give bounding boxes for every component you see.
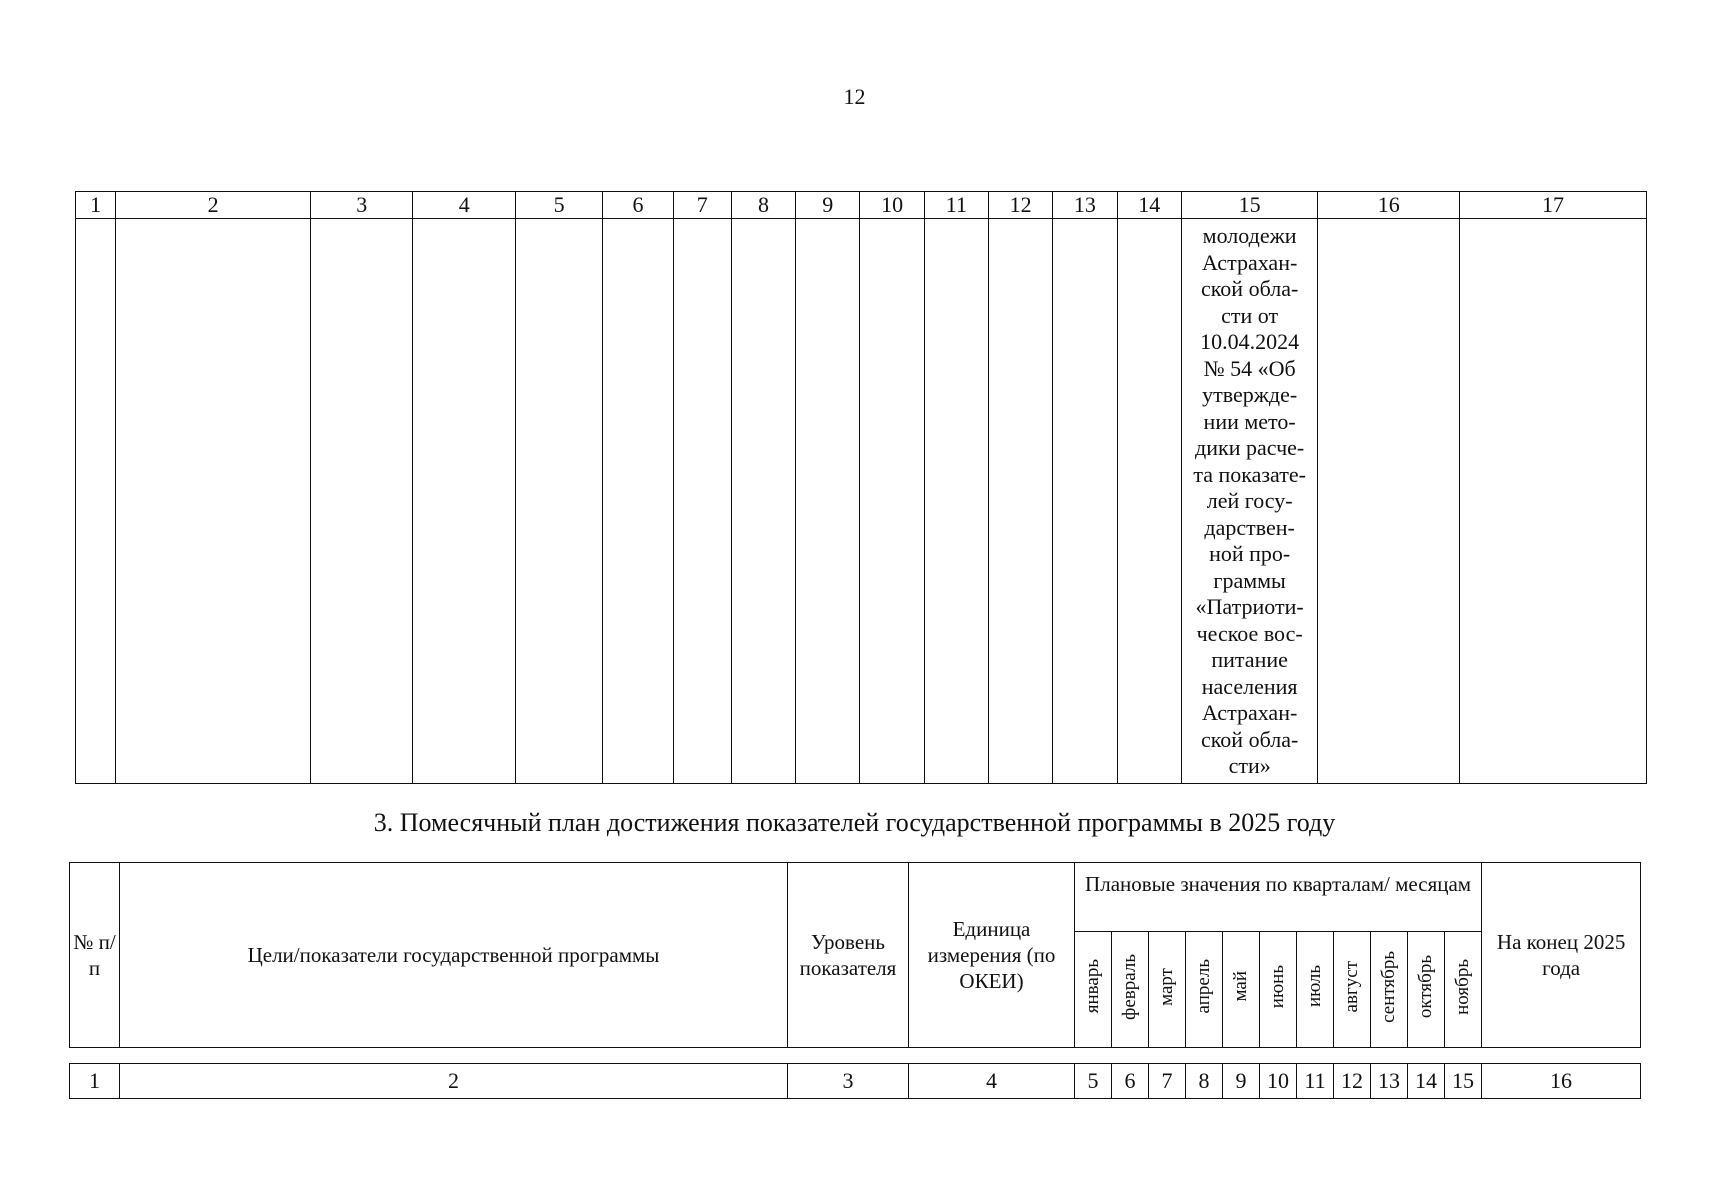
month-cell (1112, 932, 1149, 1048)
table-cell (989, 219, 1053, 784)
month-label: сентябрь (1378, 950, 1399, 1023)
month-cell (1334, 932, 1371, 1048)
col15-line: ской обла- (1200, 726, 1299, 752)
month-label: ноябрь (1452, 958, 1474, 1015)
plan-table-header (69, 862, 1641, 1048)
month-cell (1297, 932, 1334, 1048)
column-number: 8 (1186, 1064, 1223, 1099)
month-cell (1149, 932, 1186, 1048)
column-number: 11 (924, 192, 988, 219)
page-number: 12 (843, 84, 866, 109)
table-cell (311, 219, 413, 784)
col15-line: Астрахан- (1201, 700, 1298, 725)
column-number: 15 (1445, 1064, 1482, 1099)
col15-line: Астрахан- (1201, 249, 1298, 275)
column-number: 14 (1408, 1064, 1445, 1099)
section-heading: 3. Помесячный план достижения показателей государственной программы в 2025 году (373, 808, 1336, 837)
header-end-of-year: На конец 2025 года (1482, 863, 1641, 1048)
column-number: 16 (1318, 192, 1460, 219)
month-label: январь (1082, 959, 1103, 1014)
column-number: 3 (311, 192, 413, 219)
col15-line: дики расче- (1195, 435, 1305, 460)
column-number: 12 (1334, 1064, 1371, 1099)
col15-cell (1181, 219, 1318, 784)
col15-line: ной про- (1209, 541, 1291, 566)
column-number: 13 (1053, 192, 1117, 219)
col15-line: сти» (1228, 753, 1271, 778)
header-planned-values: Плановые значения по кварталам/ месяцам (1075, 863, 1482, 932)
table-cell (731, 219, 795, 784)
month-cell (1260, 932, 1297, 1048)
continued-table (75, 191, 1647, 784)
header-num: № п/п (70, 863, 120, 1048)
table-cell (515, 219, 602, 784)
month-cell (1408, 932, 1445, 1048)
column-number: 15 (1181, 192, 1318, 219)
table-cell (1318, 219, 1460, 784)
month-label: июнь (1267, 964, 1288, 1009)
col15-line: нии мето- (1203, 408, 1296, 434)
col15-line: та показате- (1193, 461, 1306, 487)
column-number: 4 (909, 1064, 1075, 1099)
column-number: 8 (731, 192, 795, 219)
month-label: май (1230, 971, 1251, 1002)
col15-line: утвержде- (1202, 382, 1298, 407)
column-number-row (76, 192, 1647, 219)
month-label: февраль (1119, 953, 1140, 1020)
column-number: 9 (1223, 1064, 1260, 1099)
column-number: 1 (70, 1064, 120, 1099)
column-number-row (70, 1064, 1641, 1099)
header-unit: Единица измерения (по ОКЕИ) (909, 863, 1075, 1048)
column-number: 1 (76, 192, 116, 219)
col15-line: 10.04.2024 (1200, 329, 1300, 354)
col15-line: граммы (1213, 567, 1286, 593)
table-cell (1053, 219, 1117, 784)
table-row (76, 219, 1647, 784)
column-number: 5 (515, 192, 602, 219)
column-number: 6 (603, 192, 673, 219)
column-number: 2 (116, 192, 311, 219)
table-cell (116, 219, 311, 784)
column-number: 12 (989, 192, 1053, 219)
column-number: 10 (860, 192, 924, 219)
month-label: август (1341, 960, 1362, 1013)
col15-line: молодежи (1202, 223, 1297, 248)
column-number: 9 (796, 192, 860, 219)
month-cell (1445, 932, 1482, 1048)
table-cell (76, 219, 116, 784)
header-level: Уровень показателя (788, 863, 909, 1048)
column-number: 2 (120, 1064, 788, 1099)
column-number: 14 (1117, 192, 1181, 219)
table-cell (860, 219, 924, 784)
month-label: июль (1304, 965, 1325, 1008)
col15-line: «Патриоти- (1195, 594, 1304, 619)
column-number: 10 (1260, 1064, 1297, 1099)
column-number: 5 (1075, 1064, 1112, 1099)
table-cell (796, 219, 860, 784)
table-cell (673, 219, 731, 784)
month-cell (1371, 932, 1408, 1048)
table-cell (924, 219, 988, 784)
month-cell (1186, 932, 1223, 1048)
table-cell (1460, 219, 1647, 784)
column-number: 3 (788, 1064, 909, 1099)
month-label: март (1156, 967, 1177, 1006)
table-cell (603, 219, 673, 784)
col15-line: питание (1211, 647, 1288, 672)
month-cell (1075, 932, 1112, 1048)
column-number: 4 (413, 192, 515, 219)
plan-table-column-numbers (69, 1063, 1641, 1099)
column-number: 7 (673, 192, 731, 219)
table-cell (413, 219, 515, 784)
col15-line: лей госу- (1206, 488, 1293, 513)
table-cell (1117, 219, 1181, 784)
month-cell (1223, 932, 1260, 1048)
column-number: 7 (1149, 1064, 1186, 1099)
column-number: 17 (1460, 192, 1647, 219)
column-number: 16 (1482, 1064, 1641, 1099)
month-label: апрель (1193, 959, 1214, 1014)
col15-line: населения (1201, 673, 1298, 699)
month-label: октябрь (1415, 954, 1436, 1019)
col15-line: № 54 «Об (1203, 355, 1296, 381)
column-number: 11 (1297, 1064, 1334, 1099)
col15-line: ской обла- (1200, 276, 1299, 301)
column-number: 13 (1371, 1064, 1408, 1099)
header-goals: Цели/показатели государственной программы (120, 863, 788, 1048)
col15-line: сти от (1221, 302, 1279, 328)
col15-line: дарствен- (1204, 514, 1295, 540)
col15-line: ческое вос- (1196, 620, 1303, 646)
column-number: 6 (1112, 1064, 1149, 1099)
